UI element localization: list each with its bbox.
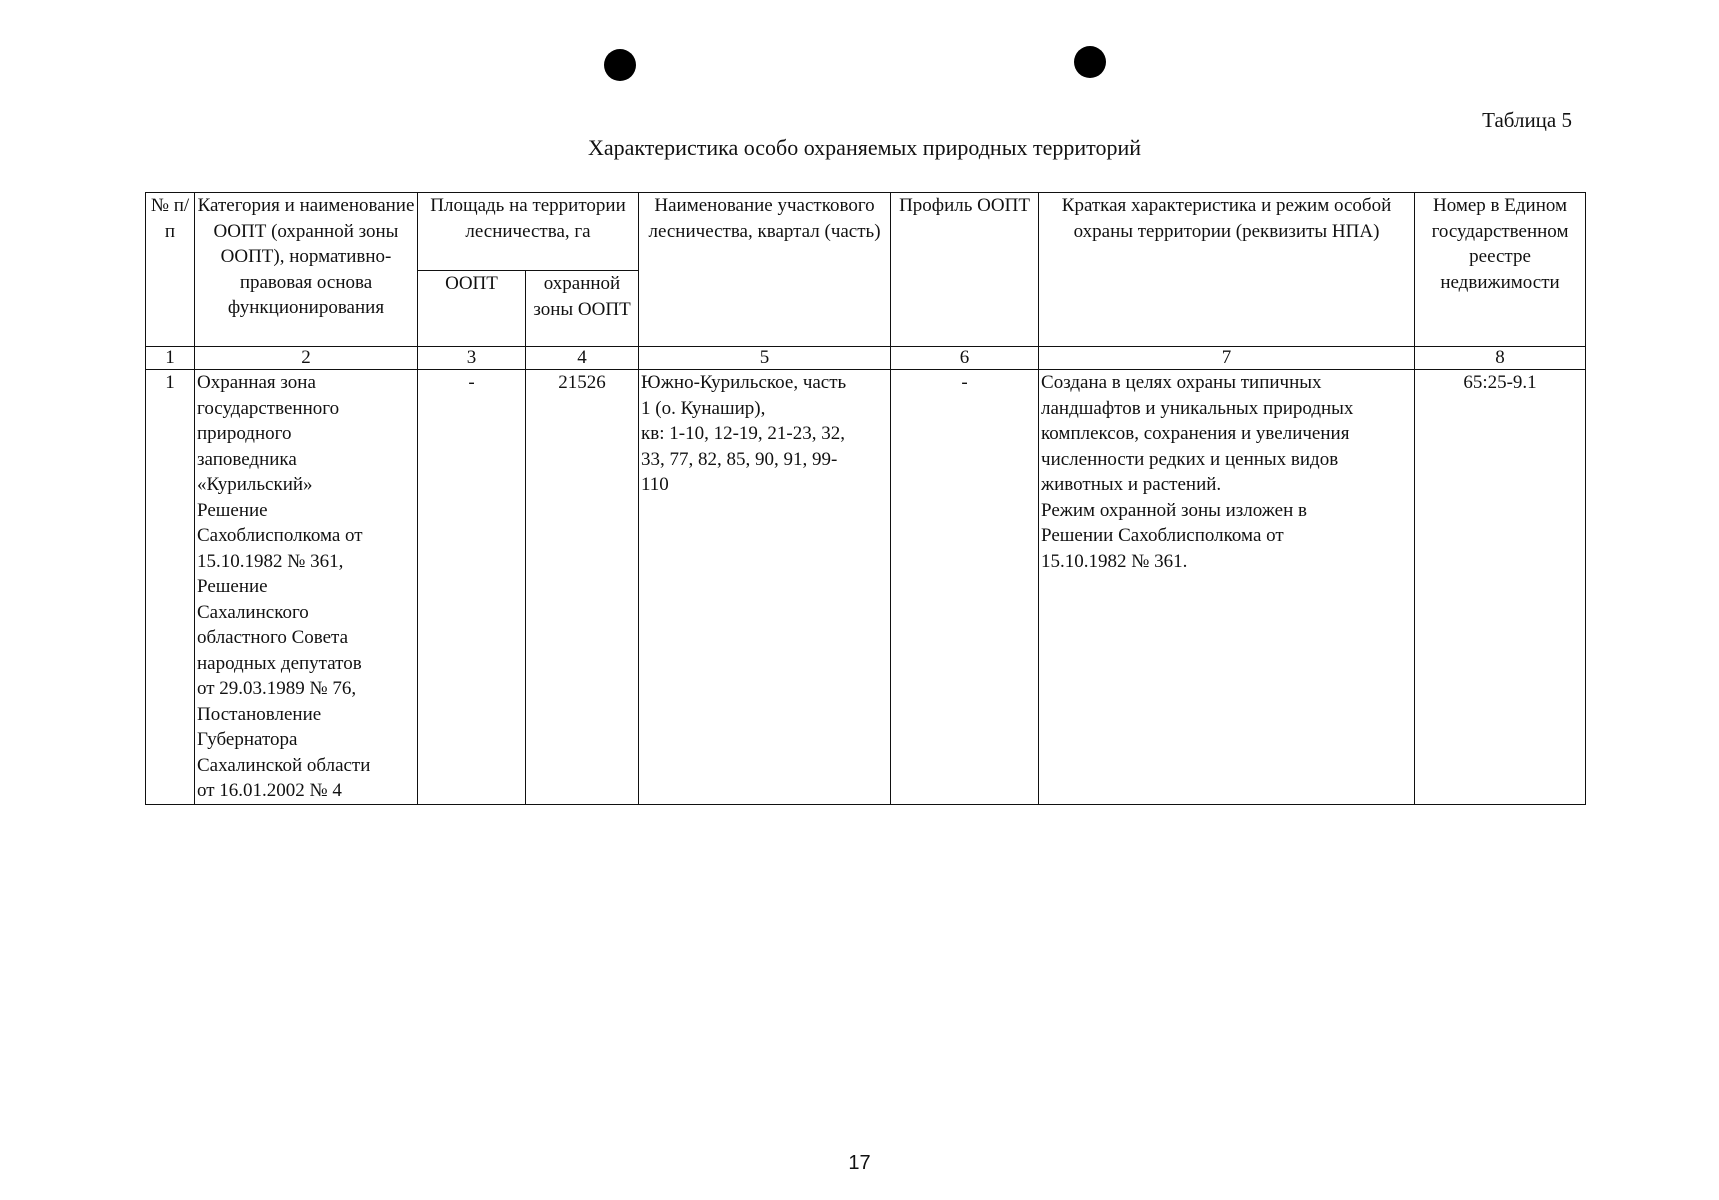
header-area-group: Площадь на территории лесничества, га <box>418 193 639 271</box>
row-area-oopt: - <box>418 370 526 805</box>
row-description: Создана в целях охраны типичных ландшафтов и уникальных природных комплексов, сохранения и увеличения численности редких и ценных видов животных и растений. Режим охранной зоны изложен в Решении Сахоблисполкома от 15.10.1982 № 361. <box>1039 370 1415 805</box>
punch-hole-right <box>1074 46 1106 78</box>
header-profile: Профиль ООПТ <box>891 193 1039 347</box>
column-number: 5 <box>639 347 891 370</box>
document-title: Характеристика особо охраняемых природных территорий <box>587 135 1141 160</box>
page-number: 17 <box>848 1152 871 1174</box>
table-row <box>146 370 1586 805</box>
column-number: 7 <box>1039 347 1415 370</box>
header-num: № п/п <box>146 193 195 347</box>
header-area-zone: охранной зоны ООПТ <box>526 271 639 347</box>
column-number: 6 <box>891 347 1039 370</box>
row-profile: - <box>891 370 1039 805</box>
header-area-oopt: ООПТ <box>418 271 526 347</box>
column-number: 3 <box>418 347 526 370</box>
row-registry-number: 65:25-9.1 <box>1415 370 1586 805</box>
header-forestry: Наименование участкового лесничества, квартал (часть) <box>639 193 891 347</box>
table-label: Таблица 5 <box>1482 108 1572 132</box>
column-number: 4 <box>526 347 639 370</box>
oopt-table <box>145 192 1586 805</box>
row-area-zone: 21526 <box>526 370 639 805</box>
column-number: 1 <box>146 347 195 370</box>
header-category: Категория и наименование ООПТ (охранной зоны ООПТ), нормативно-правовая основа функционирования <box>195 193 418 347</box>
punch-hole-left <box>604 49 636 81</box>
column-number: 2 <box>195 347 418 370</box>
column-number: 8 <box>1415 347 1586 370</box>
header-registry: Номер в Едином государственном реестре недвижимости <box>1415 193 1586 347</box>
row-number: 1 <box>146 370 195 805</box>
column-number-row <box>146 347 1586 370</box>
header-description: Краткая характеристика и режим особой охраны территории (реквизиты НПА) <box>1039 193 1415 347</box>
row-category: Охранная зона государственного природного заповедника «Курильский» Решение Сахоблисполкома от 15.10.1982 № 361, Решение Сахалинского областного Совета народных депутатов от 29.03.1989 № 76, Постановление Губернатора Сахалинской области от 16.01.2002 № 4 <box>195 370 418 805</box>
row-forestry: Южно-Курильское, часть 1 (о. Кунашир), кв: 1-10, 12-19, 21-23, 32, 33, 77, 82, 85, 90, 91, 99- 110 <box>639 370 891 805</box>
